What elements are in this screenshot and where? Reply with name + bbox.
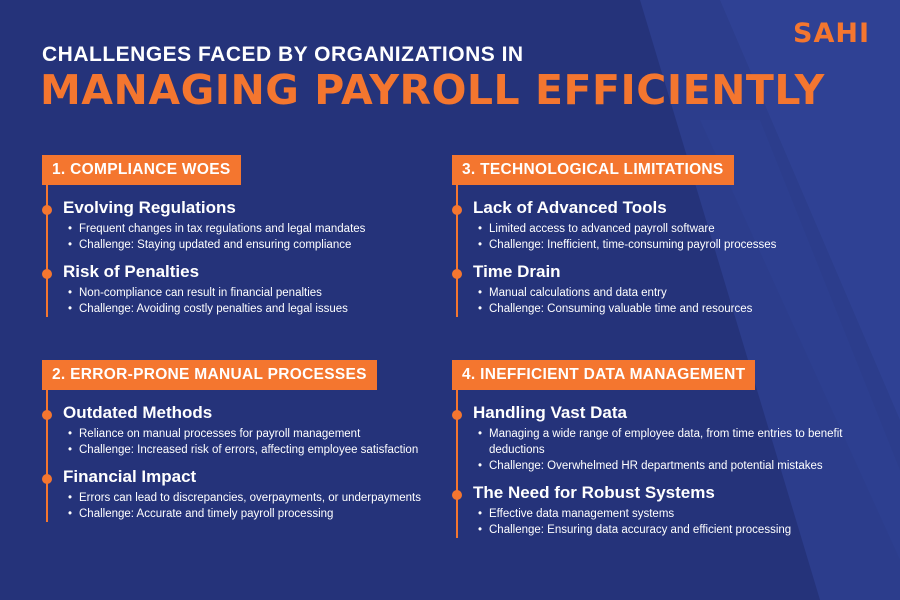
topic-item [63,261,462,317]
bullet-item: • Challenge: Ensuring data accuracy and efficient processing [478,522,872,538]
bullet-item: • Effective data management systems [478,506,872,522]
section-heading: 1. COMPLIANCE WOES [42,155,241,185]
bullet-item: • Challenge: Staying updated and ensuring compliance [68,237,462,253]
topic-title: Lack of Advanced Tools [473,198,667,217]
topic-title: Evolving Regulations [63,198,236,217]
bullet-item: • Limited access to advanced payroll software [478,221,872,237]
bullet-item: • Challenge: Accurate and timely payroll processing [68,506,462,522]
topic-title: Risk of Penalties [63,262,200,281]
section-timeline [46,390,462,522]
topic-title: Time Drain [473,262,561,281]
bullet-list [473,285,872,317]
topic-item [63,402,462,458]
page-title: MANAGING PAYROLL EFFICIENTLY [40,66,825,114]
section-inefficient-data-management [452,360,872,538]
topic-title: Financial Impact [63,467,197,486]
bullet-list [473,426,872,474]
timeline-dot-icon [452,205,462,215]
topic-item [473,197,872,253]
bullet-item: • Reliance on manual processes for payroll management [68,426,462,442]
timeline-dot-icon [452,490,462,500]
bullet-item: • Non-compliance can result in financial penalties [68,285,462,301]
timeline-dot-icon [42,205,52,215]
timeline-dot-icon [42,410,52,420]
bullet-list [473,221,872,253]
topic-item [63,466,462,522]
bullet-item: • Challenge: Inefficient, time-consuming payroll processes [478,237,872,253]
bullet-item: • Managing a wide range of employee data, from time entries to benefit deductions [478,426,872,458]
section-heading: 3. TECHNOLOGICAL LIMITATIONS [452,155,734,185]
section-timeline [46,185,462,317]
bullet-item: • Errors can lead to discrepancies, overpayments, or underpayments [68,490,462,506]
brand-logo[interactable]: SAHI [793,18,870,49]
topic-item [473,482,872,538]
topic-title: Handling Vast Data [473,403,627,422]
timeline-dot-icon [452,410,462,420]
bullet-item: • Manual calculations and data entry [478,285,872,301]
section-error-prone-manual-processes [42,360,462,522]
timeline-dot-icon [42,269,52,279]
bullet-item: • Challenge: Overwhelmed HR departments and potential mistakes [478,458,872,474]
timeline-dot-icon [42,474,52,484]
section-compliance-woes [42,155,462,317]
page-subtitle: CHALLENGES FACED BY ORGANIZATIONS IN [42,43,524,66]
section-timeline [456,390,872,538]
bullet-item: • Challenge: Consuming valuable time and resources [478,301,872,317]
bullet-item: • Challenge: Avoiding costly penalties and legal issues [68,301,462,317]
bullet-list [473,506,872,538]
bullet-item: • Frequent changes in tax regulations and legal mandates [68,221,462,237]
topic-item [473,261,872,317]
section-technological-limitations [452,155,872,317]
bullet-list [63,285,462,317]
bullet-list [63,221,462,253]
topic-item [63,197,462,253]
bullet-item: • Challenge: Increased risk of errors, affecting employee satisfaction [68,442,462,458]
bullet-list [63,426,462,458]
topic-item [473,402,872,474]
section-heading: 2. ERROR-PRONE MANUAL PROCESSES [42,360,377,390]
bullet-list [63,490,462,522]
section-heading: 4. INEFFICIENT DATA MANAGEMENT [452,360,755,390]
topic-title: The Need for Robust Systems [473,483,715,502]
timeline-dot-icon [452,269,462,279]
topic-title: Outdated Methods [63,403,213,422]
section-timeline [456,185,872,317]
